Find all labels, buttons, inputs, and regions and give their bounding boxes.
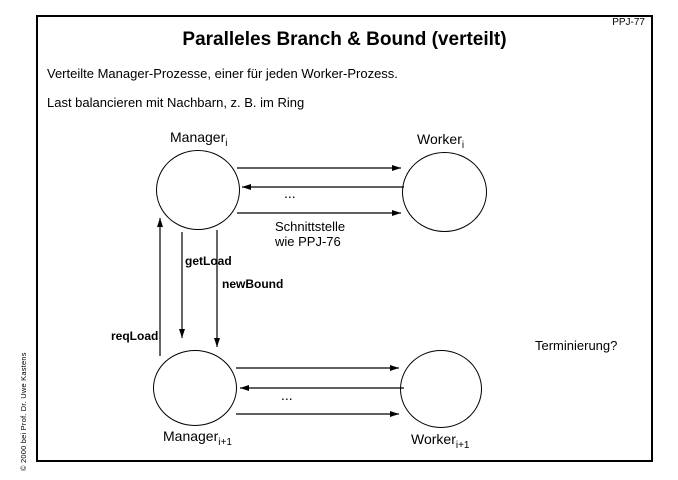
node-worker-i (402, 152, 487, 232)
ellipsis-top: ... (284, 185, 296, 201)
interface-note-line-1: Schnittstelle (275, 219, 346, 234)
getload-label: getLoad (185, 254, 232, 268)
label-manager-i-base: Manager (170, 129, 226, 145)
newbound-label: newBound (222, 277, 284, 291)
reqload-label: reqLoad (111, 329, 159, 343)
page-number: PPJ-77 (612, 17, 645, 28)
label-worker-i1-base: Worker (411, 431, 456, 447)
ellipsis-bottom: ... (281, 387, 293, 403)
label-worker-i-base: Worker (417, 131, 462, 147)
label-manager-i1-subscript: i+1 (218, 436, 232, 448)
body-text-line-2: Last balancieren mit Nachbarn, z. B. im Ring (47, 95, 305, 110)
label-worker-i1-subscript: i+1 (455, 439, 470, 451)
label-manager-i-subscript: i (225, 137, 228, 149)
label-worker-i1 (411, 431, 469, 451)
interface-note (275, 219, 345, 249)
label-manager-i (170, 129, 228, 149)
body-text-line-1: Verteilte Manager-Prozesse, einer für jeden Worker-Prozess. (47, 66, 398, 81)
label-manager-i1 (163, 428, 232, 448)
label-worker-i (417, 131, 464, 151)
termination-note: Terminierung? (535, 338, 618, 353)
copyright-notice: © 2000 bei Prof. Dr. Uwe Kastens (19, 352, 28, 471)
slide-title: Paralleles Branch & Bound (verteilt) (182, 29, 507, 50)
node-manager-i (156, 150, 240, 230)
interface-note-line-2: wie PPJ-76 (275, 234, 341, 249)
node-manager-i1 (153, 350, 237, 426)
node-worker-i1 (400, 350, 482, 428)
label-manager-i1-base: Manager (163, 428, 219, 444)
label-worker-i-subscript: i (461, 139, 465, 151)
